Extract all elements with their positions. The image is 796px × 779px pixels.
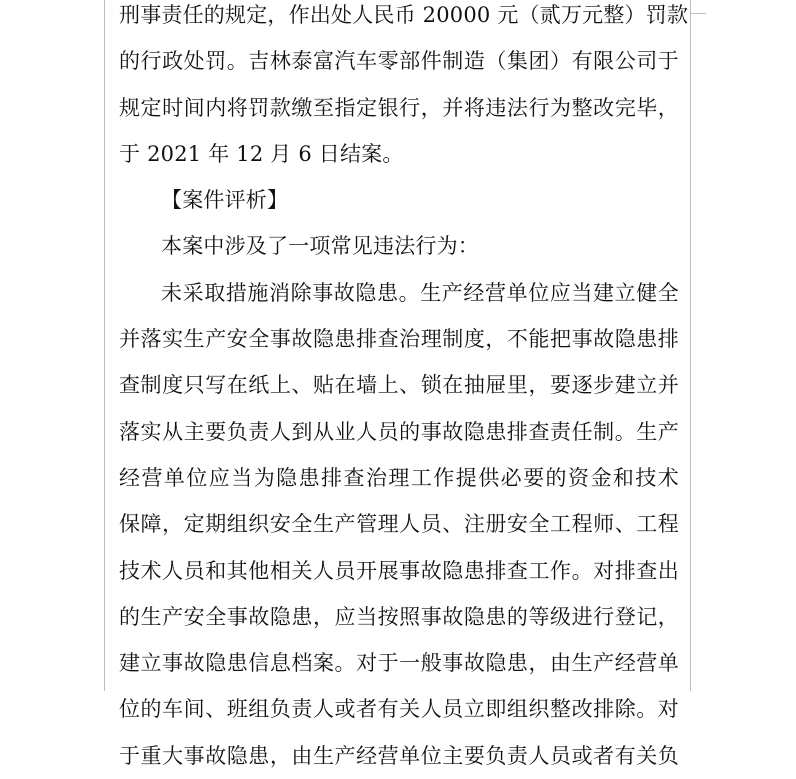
margin-mark bbox=[690, 13, 706, 14]
page-right-margin-line bbox=[690, 0, 691, 691]
page-left-margin-line bbox=[104, 0, 105, 691]
section-heading: 【案件评析】 bbox=[161, 188, 289, 213]
paragraph-line: 的行政处罚。吉林泰富汽车零部件制造（集团）有限公司于 bbox=[119, 49, 679, 74]
paragraph-line: 未采取措施消除事故隐患。生产经营单位应当建立健全 bbox=[161, 280, 679, 305]
paragraph-line: 建立事故隐患信息档案。对于一般事故隐患，由生产经营单 bbox=[119, 651, 679, 676]
paragraph-line: 技术人员和其他相关人员开展事故隐患排查工作。对排查出 bbox=[119, 558, 679, 583]
paragraph-line: 刑事责任的规定，作出处人民币 20000 元（贰万元整）罚款 bbox=[119, 3, 689, 27]
paragraph-line: 的生产安全事故隐患，应当按照事故隐患的等级进行登记， bbox=[119, 604, 679, 629]
paragraph-line: 于 2021 年 12 月 6 日结案。 bbox=[119, 141, 404, 166]
paragraph-line: 并落实生产安全事故隐患排查治理制度，不能把事故隐患排 bbox=[119, 327, 679, 352]
paragraph-line: 查制度只写在纸上、贴在墙上、锁在抽屉里，要逐步建立并 bbox=[119, 373, 679, 398]
paragraph-line: 本案中涉及了一项常见违法行为： bbox=[161, 234, 479, 259]
paragraph-line: 落实从主要负责人到从业人员的事故隐患排查责任制。生产 bbox=[119, 419, 679, 444]
paragraph-line: 保障，定期组织安全生产管理人员、注册安全工程师、工程 bbox=[119, 512, 679, 537]
paragraph-line: 于重大事故隐患，由生产经营单位主要负责人员或者有关负 bbox=[119, 743, 679, 768]
paragraph-line: 经营单位应当为隐患排查治理工作提供必要的资金和技术 bbox=[119, 465, 679, 490]
paragraph-line: 位的车间、班组负责人或者有关人员立即组织整改排除。对 bbox=[119, 697, 679, 722]
paragraph-line: 规定时间内将罚款缴至指定银行，并将违法行为整改完毕， bbox=[119, 95, 679, 120]
document-body bbox=[119, 0, 689, 779]
